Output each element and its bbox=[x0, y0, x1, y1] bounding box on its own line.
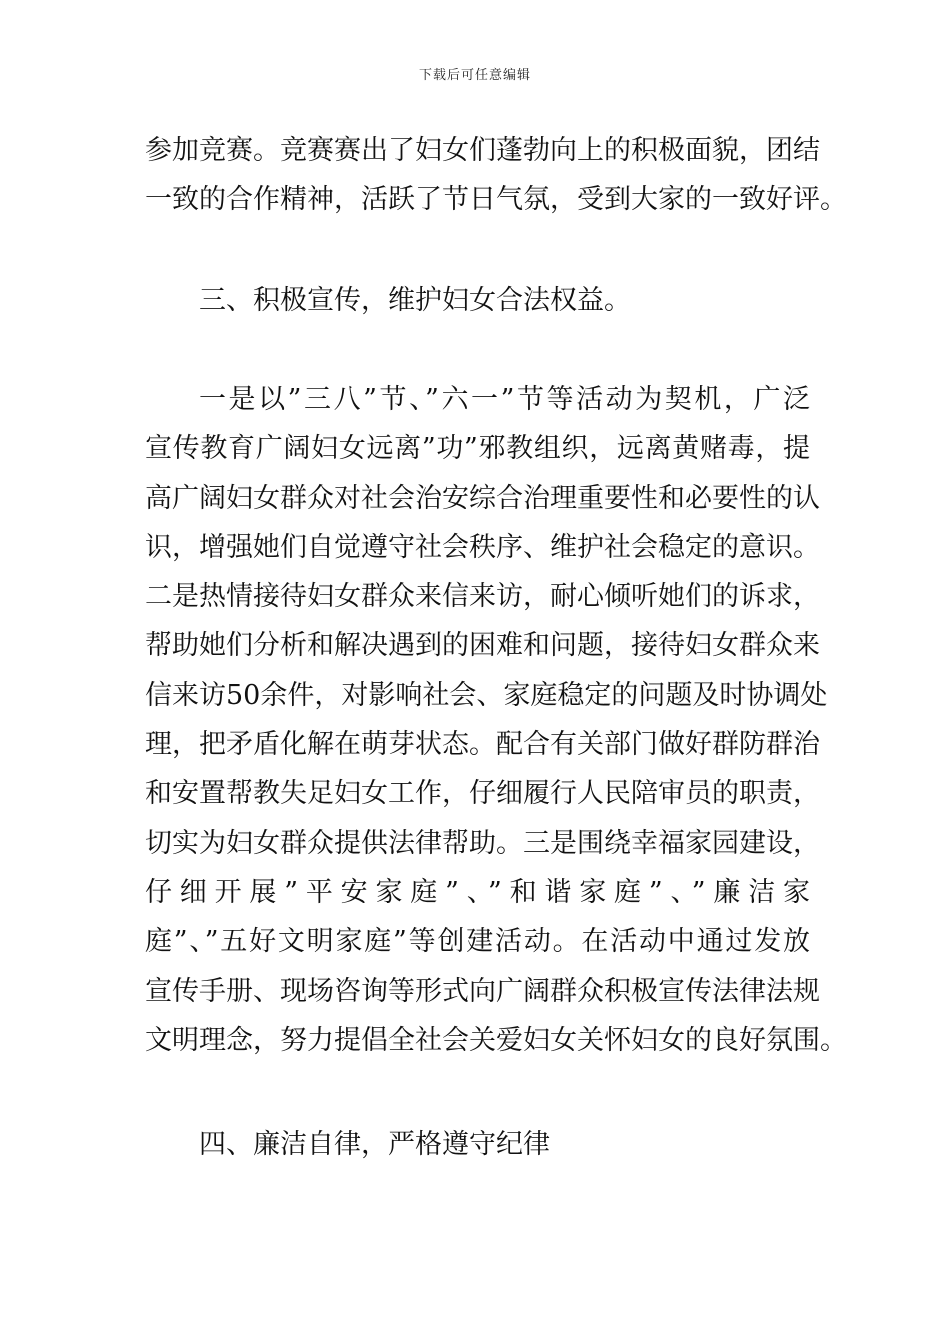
heading-text: 三、积极宣传，维护妇女合法权益。 bbox=[199, 285, 631, 316]
text-line: 宣传教育广阔妇女远离”功”邪教组织，远离黄赌毒，提 bbox=[145, 433, 810, 465]
text-line: 和安置帮教失足妇女工作，仔细履行人民陪审员的职责， bbox=[145, 778, 820, 810]
text-line: 高广阔妇女群众对社会治安综合治理重要性和必要性的认 bbox=[145, 482, 820, 514]
text-line: 庭”、”五好文明家庭”等创建活动。在活动中通过发放 bbox=[145, 926, 810, 958]
section-heading-3 bbox=[145, 276, 810, 325]
text-line: 一致的合作精神，活跃了节日气氛，受到大家的一致好评。 bbox=[145, 184, 847, 216]
paragraph-continuation bbox=[145, 126, 847, 225]
text-line: 宣传手册、现场咨询等形式向广阔群众积极宣传法律法规 bbox=[145, 975, 820, 1007]
text-line: 一是以”三八”节、”六一”节等活动为契机，广泛 bbox=[199, 384, 810, 415]
text-line: 切实为妇女群众提供法律帮助。三是围绕幸福家园建设， bbox=[145, 827, 820, 859]
text-line: 识，增强她们自觉遵守社会秩序、维护社会稳定的意识。 bbox=[145, 531, 820, 563]
page-header: 下载后可任意编辑 bbox=[418, 68, 531, 83]
paragraph-main bbox=[145, 375, 847, 1065]
text-line: 二是热情接待妇女群众来信来访，耐心倾听她们的诉求， bbox=[145, 581, 820, 613]
section-heading-4 bbox=[145, 1120, 810, 1169]
heading-text: 四、廉洁自律，严格遵守纪律 bbox=[199, 1129, 550, 1160]
text-line: 仔细开展”平安家庭”、”和谐家庭”、”廉洁家 bbox=[145, 876, 810, 908]
text-line: 理，把矛盾化解在萌芽状态。配合有关部门做好群防群治 bbox=[145, 729, 820, 761]
text-line: 信来访50余件，对影响社会、家庭稳定的问题及时协调处 bbox=[145, 679, 828, 711]
text-line: 文明理念，努力提倡全社会关爱妇女关怀妇女的良好氛围。 bbox=[145, 1024, 847, 1056]
text-line: 帮助她们分析和解决遇到的困难和问题，接待妇女群众来 bbox=[145, 630, 820, 662]
text-line: 参加竞赛。竞赛赛出了妇女们蓬勃向上的积极面貌，团结 bbox=[145, 135, 820, 166]
